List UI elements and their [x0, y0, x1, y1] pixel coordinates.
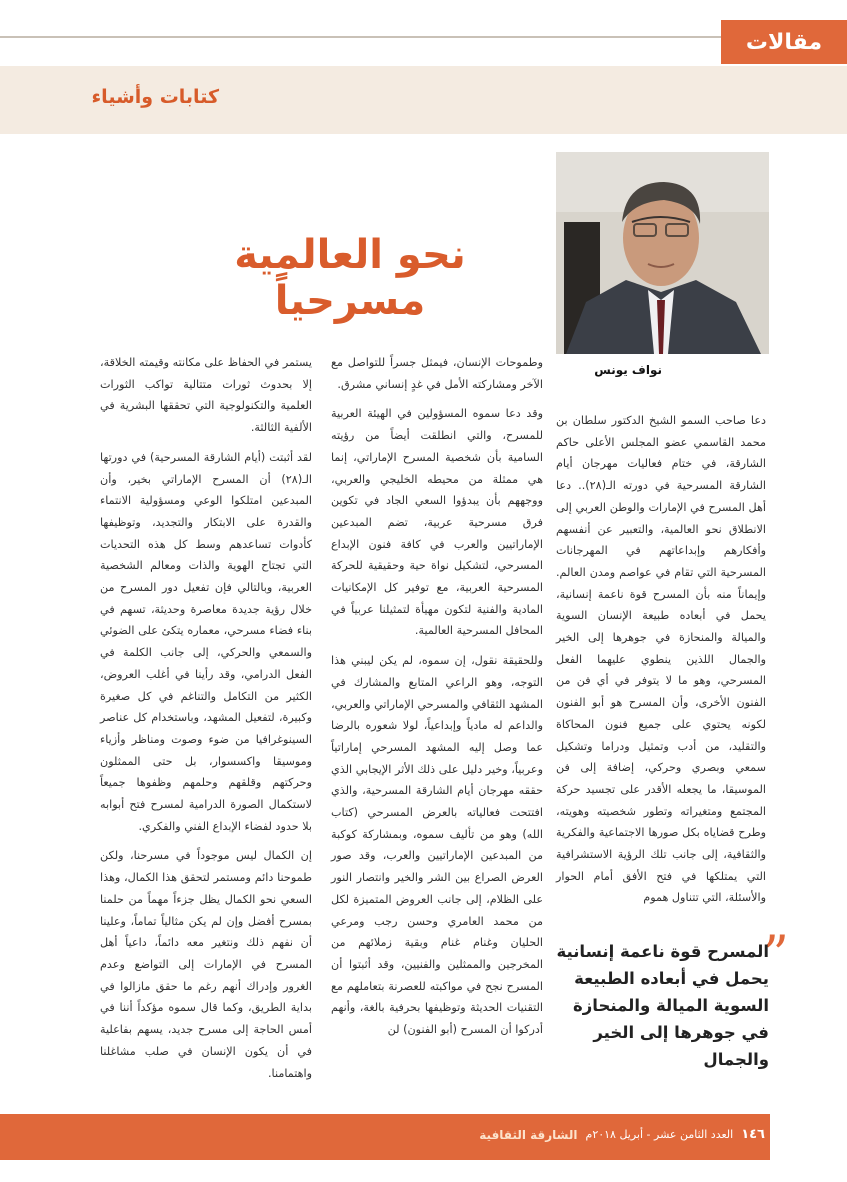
- paragraph: إن الكمال ليس موجوداً في مسرحنا، ولكن طموحنا دائم ومستمر لتحقق هذا الكمال، وهذا السعي نحو الكمال يظل جزءاً مهماً من حلمنا بمسرح أفضل وإن لم يكن مثالياً تماماً، وعلينا أن نفهم ذلك ونتغير معه دائماً، داعياً أهل المسرح في الإمارات إلى التواضع وعدم الغرور وإدراك أنهم رغم ما حقق مازالوا في بداية الطريق، وكما قال سموه مؤكداً أننا في أمس الحاجة إلى مسرح جديد، يسهم بفاعلية في أن يكون الإنسان في صلب مشاغلنا واهتمامنا.: [100, 849, 312, 1080]
- text-column-right: [556, 410, 766, 909]
- issue-label: العدد الثامن عشر - أبريل ٢٠١٨م: [585, 1128, 734, 1141]
- column-name: كتابات وأشياء: [91, 86, 219, 108]
- paragraph: وقد دعا سموه المسؤولين في الهيئة العربية للمسرح، والتي انطلقت أيضاً من رؤيته السامية بأن شخصية المسرح الإماراتي، إنما هي ممثلة من محيطه الخليجي والعربي، ووجههم بأن يبدؤوا السعي الجاد في تكوين فرق مسرحية عربية، تضم المبدعين الإماراتيين والعرب في كافة فنون الإبداع المسرحي، لتشكيل نواة حية وحقيقية للحركة المسرحية العربية، مع توفير كل الإمكانيات المادية والفنية لتكون مهيأة لتمثيلنا عربياً في المحافل المسرحية العالمية.: [331, 407, 543, 638]
- article-title: نحو العالمية مسرحياً: [234, 232, 466, 324]
- paragraph: يستمر في الحفاظ على مكانته وقيمته الخلاقة، إلا بحدوث ثورات متتالية تواكب الثورات العلمية والتكنولوجية التي تحققها البشرية في الألفية الثالثة.: [100, 356, 312, 435]
- footer-margin: [770, 1114, 847, 1160]
- footer: [479, 1127, 765, 1142]
- section-tab: مقالات: [721, 20, 847, 64]
- author-name: نواف يونس: [594, 363, 662, 377]
- magazine-logo: الشارقة الثقافية: [479, 1127, 578, 1142]
- author-photo: [556, 152, 769, 354]
- page-number: ١٤٦: [741, 1127, 765, 1142]
- paragraph: دعا صاحب السمو الشيخ الدكتور سلطان بن محمد القاسمي عضو المجلس الأعلى حاكم الشارقة، في ختام فعاليات مهرجان أيام الشارقة المسرحية في دورته الـ(٢٨).. دعا أهل المسرح في الإمارات والوطن العربي إلى الانطلاق نحو العالمية، والتعبير عن أنفسهم وأفكارهم وإبداعاتهم في المهرجانات المسرحية التي تقام في عواصم ومدن العالم. وإيماناً منه بأن المسرح قوة ناعمة إنسانية، يحمل في أبعاده طبيعة الإنسان السوية والميالة والمنحازة في جوهرها إلى الخير والجمال اللذين ينطوي عليهما الفعل المسرحي، وهو ما لا يتوفر في أي فن من الفنون الأخرى، وأن المسرح هو أبو الفنون لكونه يحتوي على جميع فنون المحاكاة والتقليد، من أدب وتمثيل ودراما وتشكيل سمعي وبصري وحركي، إضافة إلى فن الموسيقا، ما يجعله الأقدر على تجسيد حركة المجتمع ومتغيراته وتطور شخصيته وهويته، وطرح قضاياه بكل صورها الاجتماعية والفكرية والثقافية، إلى جانب تلك الرؤية الاستشرافية التي يمتلكها في فتح الأفق أمام الحوار والأسئلة، التي تتناول هموم: [556, 414, 766, 905]
- paragraph: وطموحات الإنسان، فيمثل جسراً للتواصل مع الآخر ومشاركته الأمل في غدٍ إنساني مشرق.: [331, 356, 543, 391]
- text-column-left: [100, 352, 312, 1084]
- pull-quote: المسرح قوة ناعمة إنسانية يحمل في أبعاده الطبيعة السوية الميالة والمنحازة في جوهرها إلى الخير والجمال: [556, 942, 769, 1069]
- text-column-middle: [331, 352, 543, 1041]
- paragraph: وللحقيقة نقول، إن سموه، لم يكن ليبني هذا التوجه، وهو الراعي المتابع والمشارك في المشهد الثقافي والمسرحي الإماراتي والعربي، والداعم له مادياً وإبداعياً، لولا شعوره بالرضا عما وصل إليه المشهد المسرحي إماراتياً وعربياً، وخير دليل على ذلك الأثر الإيجابي الذي حققه مهرجان أيام الشارقة المسرحية، والذي افتتحت فعالياته بالعرض المسرحي (كتاب الله) وهو من تأليف سموه، وبمشاركة كوكبة من المبدعين الإماراتيين والعرب، وقد صور العرض الصراع بين الشر والخير وانتصار النور على الظلام، إلى جانب العروض المتميزة لكل من محمد العامري وحسن رجب ومرعي الحليان وغنام غنام وبقية زملائهم من المخرجين والممثلين والفنيين، وقد أثبتوا أن المسرح نجح في مواكبته للعصرنة بتعاملهم مع التقنيات الحديثة وتوظيفها بحرفية بالغة، وأنهم أدركوا أن المسرح (أبو الفنون) لن: [330, 654, 543, 1037]
- header-rule: [0, 36, 722, 38]
- paragraph: لقد أثبتت (أيام الشارقة المسرحية) في دورتها الـ(٢٨) أن المسرح الإماراتي بخير، وأن المبدعين امتلكوا الوعي ومسؤولية الانتماء والقدرة على الابتكار والتجديد، وتوظيفها كأدوات تساعدهم وسط كل هذه التحديات التي تجتاح الهوية والذات ومعالم الشخصية العربية، وبالتالي فإن تفعيل دور المسرح من خلال رؤية جديدة معاصرة وحديثة، تسهم في بناء فضاء مسرحي، معماره يتكئ على الضوئي والسمعي والحركي، إلى جانب الكلمة في الفعل الدرامي، وقد رأينا في أغلب العروض، الكثير من التكامل والتناغم في كل صغيرة وكبيرة، لتفعيل المشهد، وباستخدام كل عناصر السينوغرافيا من ضوء وصوت ومناظر وأزياء وموسيقا واكسسوار، بل حتى الممثلون وحركتهم وقلقهم وحلمهم وظفوها جميعاً لاستكمال الصورة الدرامية لمسرح فتح أبوابه بلا حدود لفضاء الإبداع الفني والفكري.: [100, 450, 312, 833]
- quote-mark-icon: ”: [762, 926, 789, 986]
